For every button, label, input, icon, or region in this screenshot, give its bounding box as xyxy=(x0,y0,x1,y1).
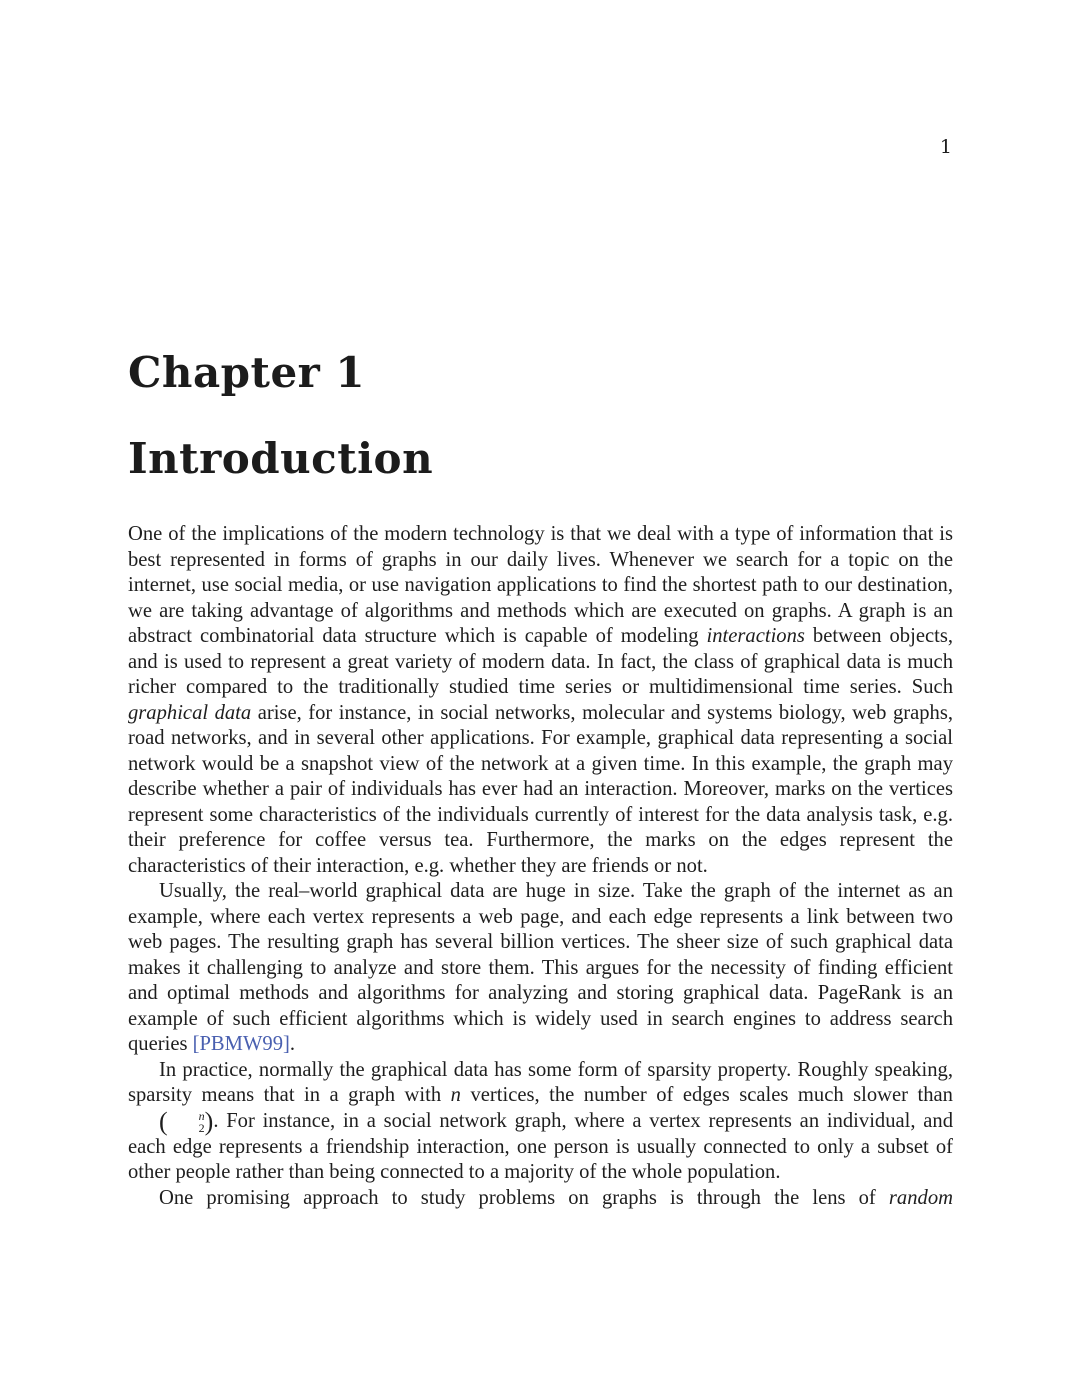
chapter-title: Introduction xyxy=(128,434,434,484)
p4-text-a: One promising approach to study problems on graphs is through the lens of xyxy=(159,1186,889,1209)
paragraph-2 xyxy=(128,879,953,1058)
paragraph-3 xyxy=(128,1058,953,1186)
p3-text-a: In practice, normally the graphical data has some form of sparsity property. Roughly speaking, sparsity means that in a graph with xyxy=(128,1058,953,1106)
p3-text-c: . For instance, in a social network graph, where a vertex represents an individual, and each edge represents a friendship interaction, one person is usually connected to only a subset of other people rather than being connected to a majority of the whole population. xyxy=(128,1109,953,1184)
p3-text-b: vertices, the number of edges scales much slower than xyxy=(460,1084,953,1106)
p1-emphasis-graphical-data: graphical data xyxy=(128,701,252,724)
paragraph-4 xyxy=(128,1186,953,1212)
p4-emphasis-random: random xyxy=(888,1186,953,1209)
p1-text-c: arise, for instance, in social networks, molecular and systems biology, web graphs, road networks, and in several other applications. For example, graphical data representing a social network would be a snapshot view of the network at a given time. In this example, the graph may describe whether a pair of individuals has ever had an interaction. Moreover, marks on the vertices represent some characteristics of the individuals currently of interest for the data analysis task, e.g. their preference for coffee versus tea. Furthermore, the marks on the edges represent the characteristics of their interaction, e.g. whether they are friends or not. xyxy=(128,701,953,877)
p1-text-b: between objects, and is used to represent a great variety of modern data. In fact, the class of graphical data is much richer compared to the traditionally studied time series or multidimensional time series. Such xyxy=(128,625,953,698)
math-variable-n: n xyxy=(450,1084,461,1106)
chapter-label: Chapter 1 xyxy=(128,348,366,398)
binom-top: n xyxy=(198,1108,205,1123)
binomial-coefficient: ( n 2 ) xyxy=(159,1106,214,1136)
page-number: 1 xyxy=(939,136,952,158)
paragraph-1 xyxy=(128,522,953,879)
citation-link[interactable]: [PBMW99] xyxy=(192,1033,290,1055)
p1-emphasis-interactions: interactions xyxy=(706,625,805,647)
p2-text-a: Usually, the real–world graphical data are huge in size. Take the graph of the internet as an example, where each vertex represents a web page, and each edge represents a link between two web pages. The resulting graph has several billion vertices. The sheer size of such graphical data makes it challenging to analyze and store them. This argues for the necessity of finding efficient and optimal methods and algorithms for analyzing and storing graphical data. PageRank is an example of such efficient algorithms which is widely used in search engines to address search queries xyxy=(128,880,953,1055)
body-text xyxy=(128,522,953,1211)
p2-text-b: . xyxy=(289,1033,296,1055)
p1-text-a: One of the implications of the modern technology is that we deal with a type of information that is best represented in forms of graphs in our daily lives. Whenever we search for a topic on the internet, use social media, or use navigation applications to find the shortest path to our destination, we are taking advantage of algorithms and methods which are executed on graphs. A graph is an abstract combinatorial data structure which is capable of modeling xyxy=(128,523,953,647)
binom-bottom: 2 xyxy=(198,1120,205,1135)
